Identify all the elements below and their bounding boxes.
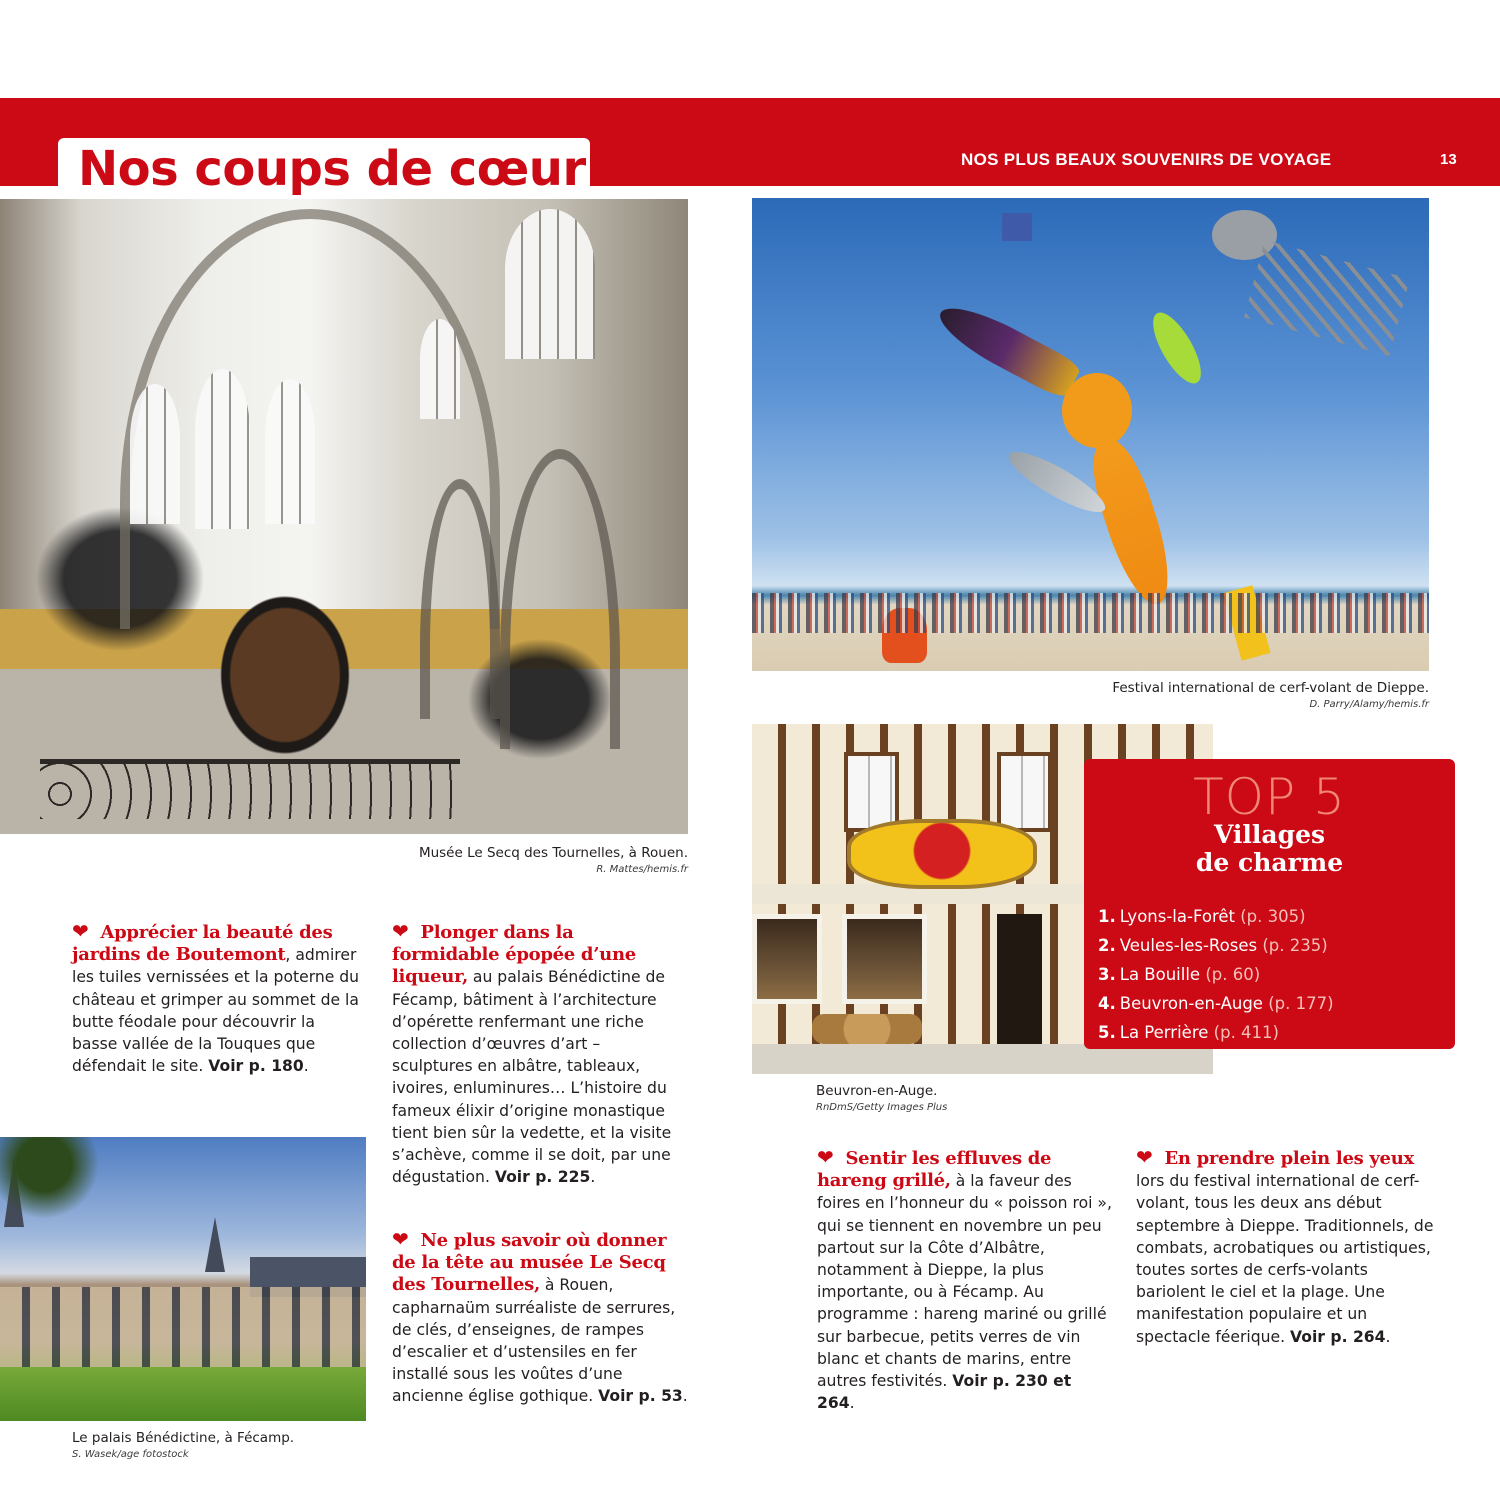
item-number: 5.	[1098, 1023, 1116, 1042]
top5-subtitle-line2: de charme	[1195, 848, 1344, 877]
article-hareng	[817, 1146, 1112, 1414]
photo-credit: S. Wasek/age fotostock	[72, 1449, 189, 1460]
octopus-tentacles	[1244, 240, 1410, 356]
article-body: lors du festival international de cerf-volant, tous les deux ans début septembre à Dieppe. Traditionnels, de combats, acrobatiques ou artistiques, toutes sortes de cerfs-volants bariolent le ciel et la plage. Une manifestation populaire et un spectacle féerique.	[1136, 1172, 1434, 1346]
village-name: Lyons-la-Forêt	[1119, 907, 1235, 926]
article-le-secq	[392, 1228, 692, 1408]
church-window	[505, 209, 595, 359]
tree-branches	[0, 1137, 110, 1227]
heart-icon: ❤	[1136, 1145, 1153, 1169]
item-number: 1.	[1098, 907, 1116, 926]
article-body: à Rouen, capharnaüm surréaliste de serrures, de clés, d’enseignes, de rampes d’escalier et d’ustensiles en fer installé sous les voûtes d’une ancienne église gothique.	[392, 1276, 676, 1406]
heart-icon: ❤	[392, 919, 409, 943]
church-window	[130, 384, 180, 524]
baskets	[812, 1014, 922, 1044]
page-reference: Voir p. 180	[208, 1057, 304, 1076]
photo-credit: R. Mattes/hemis.fr	[596, 864, 688, 875]
heart-icon: ❤	[392, 1227, 409, 1251]
page-reference: Voir p. 230 et 264	[817, 1372, 1072, 1413]
article-heading: En prendre plein les yeux	[1164, 1148, 1414, 1169]
punctuation: .	[682, 1387, 688, 1406]
punctuation: .	[303, 1057, 309, 1076]
top5-title: TOP 5	[1193, 768, 1346, 826]
article-boutemont	[72, 920, 362, 1077]
page-reference: Voir p. 225	[494, 1168, 591, 1187]
top5-subtitle	[1084, 821, 1455, 877]
church-window	[420, 319, 460, 419]
top5-list	[1098, 902, 1334, 1047]
village-name: Veules-les-Roses	[1119, 936, 1258, 955]
page-ref: (p. 411)	[1213, 1023, 1279, 1042]
squid-kite	[931, 295, 1082, 401]
photo-palais-benedictine	[0, 1137, 366, 1421]
top5-item	[1098, 902, 1334, 931]
village-name: La Perrière	[1119, 1023, 1209, 1042]
shop-door	[997, 914, 1042, 1044]
shop-window	[842, 914, 927, 1004]
top5-subtitle-line1: Villages	[1213, 820, 1326, 849]
photo-caption: Beuvron-en-Auge.	[816, 1083, 938, 1099]
spire	[205, 1217, 225, 1272]
upper-window	[844, 752, 899, 832]
seahorse-kite-body	[1082, 434, 1182, 611]
facade	[0, 1287, 366, 1367]
village-name: Beuvron-en-Auge	[1119, 994, 1263, 1013]
item-number: 4.	[1098, 994, 1116, 1013]
article-body: à la faveur des foires en l’honneur du « poisson roi », qui se tiennent en novembre un peu partout sur la Côte d’Albâtre, notamment à Dieppe, la plus importante, ou à Fécamp. Au programme : hareng mariné ou grillé sur barbecue, petits verres de vin blanc et chants de marins, entre autres festivités.	[817, 1172, 1112, 1391]
punctuation: .	[590, 1168, 596, 1187]
page-number: 13	[1440, 151, 1457, 168]
page-ref: (p. 177)	[1268, 994, 1334, 1013]
iron-balustrade	[40, 759, 460, 819]
running-head: NOS PLUS BEAUX SOUVENIRS DE VOYAGE	[961, 150, 1332, 169]
church-window	[195, 369, 250, 529]
header-band-right	[752, 98, 1500, 186]
punctuation: .	[1385, 1327, 1391, 1346]
photo-kite-festival	[752, 198, 1429, 671]
article-body: , admirer les tuiles vernissées et la poterne du château et grimper au sommet de la butte féodale pour découvrir la basse vallée de la Touques que défendait le site.	[72, 946, 360, 1076]
page-reference: Voir p. 53	[598, 1387, 683, 1406]
village-name: La Bouille	[1119, 965, 1201, 984]
top5-villages-box	[1084, 759, 1455, 1049]
punctuation: .	[849, 1394, 855, 1413]
seahorse-kite-head	[1062, 373, 1132, 448]
article-heading: Apprécier la beauté des jardins de Boutemont	[72, 922, 333, 966]
article-body: au palais Bénédictine de Fécamp, bâtiment à l’architecture d’opérette renfermant une riche collection d’œuvres d’art – sculptures en albâtre, tableaux, ivoires, enluminures… L’histoire du fameux élixir d’origine monastique tient bien sûr la vedette, et la visite s’achève, comme il se doit, par une dégustation.	[392, 968, 672, 1187]
top5-item	[1098, 989, 1334, 1018]
upper-window	[997, 752, 1052, 832]
top5-item	[1098, 960, 1334, 989]
top5-item	[1098, 931, 1334, 960]
photo-credit: RnDmS/Getty Images Plus	[816, 1102, 948, 1113]
heart-icon: ❤	[72, 919, 89, 943]
item-number: 3.	[1098, 965, 1116, 984]
heart-icon: ❤	[817, 1145, 834, 1169]
small-kite	[1002, 213, 1032, 241]
article-heading: Ne plus savoir où donner de la tête au musée Le Secq des Tournelles,	[392, 1230, 667, 1296]
page-title: Nos coups de cœur	[78, 141, 586, 197]
article-heading: Sentir les effluves de hareng grillé,	[817, 1148, 1052, 1192]
side-arch	[500, 449, 620, 749]
top5-item	[1098, 1018, 1334, 1047]
photo-credit: D. Parry/Alamy/hemis.fr	[1309, 699, 1429, 710]
church-window	[265, 379, 315, 524]
page-ref: (p. 235)	[1262, 936, 1328, 955]
item-number: 2.	[1098, 936, 1116, 955]
photo-caption: Festival international de cerf-volant de Dieppe.	[1112, 680, 1429, 696]
shop-window	[752, 914, 822, 1004]
article-heading: Plonger dans la formidable épopée d’une liqueur,	[392, 922, 636, 988]
article-cerf-volant	[1136, 1146, 1436, 1348]
page-reference: Voir p. 264	[1290, 1327, 1386, 1346]
photo-museum-le-secq	[0, 199, 688, 834]
beach-crowd	[752, 593, 1429, 633]
photo-caption: Musée Le Secq des Tournelles, à Rouen.	[418, 845, 688, 861]
shop-sign	[847, 819, 1037, 889]
article-benedictine	[392, 920, 682, 1188]
photo-caption: Le palais Bénédictine, à Fécamp.	[72, 1430, 295, 1446]
green-kite	[1144, 306, 1210, 390]
page-ref: (p. 305)	[1240, 907, 1306, 926]
page-ref: (p. 60)	[1205, 965, 1261, 984]
